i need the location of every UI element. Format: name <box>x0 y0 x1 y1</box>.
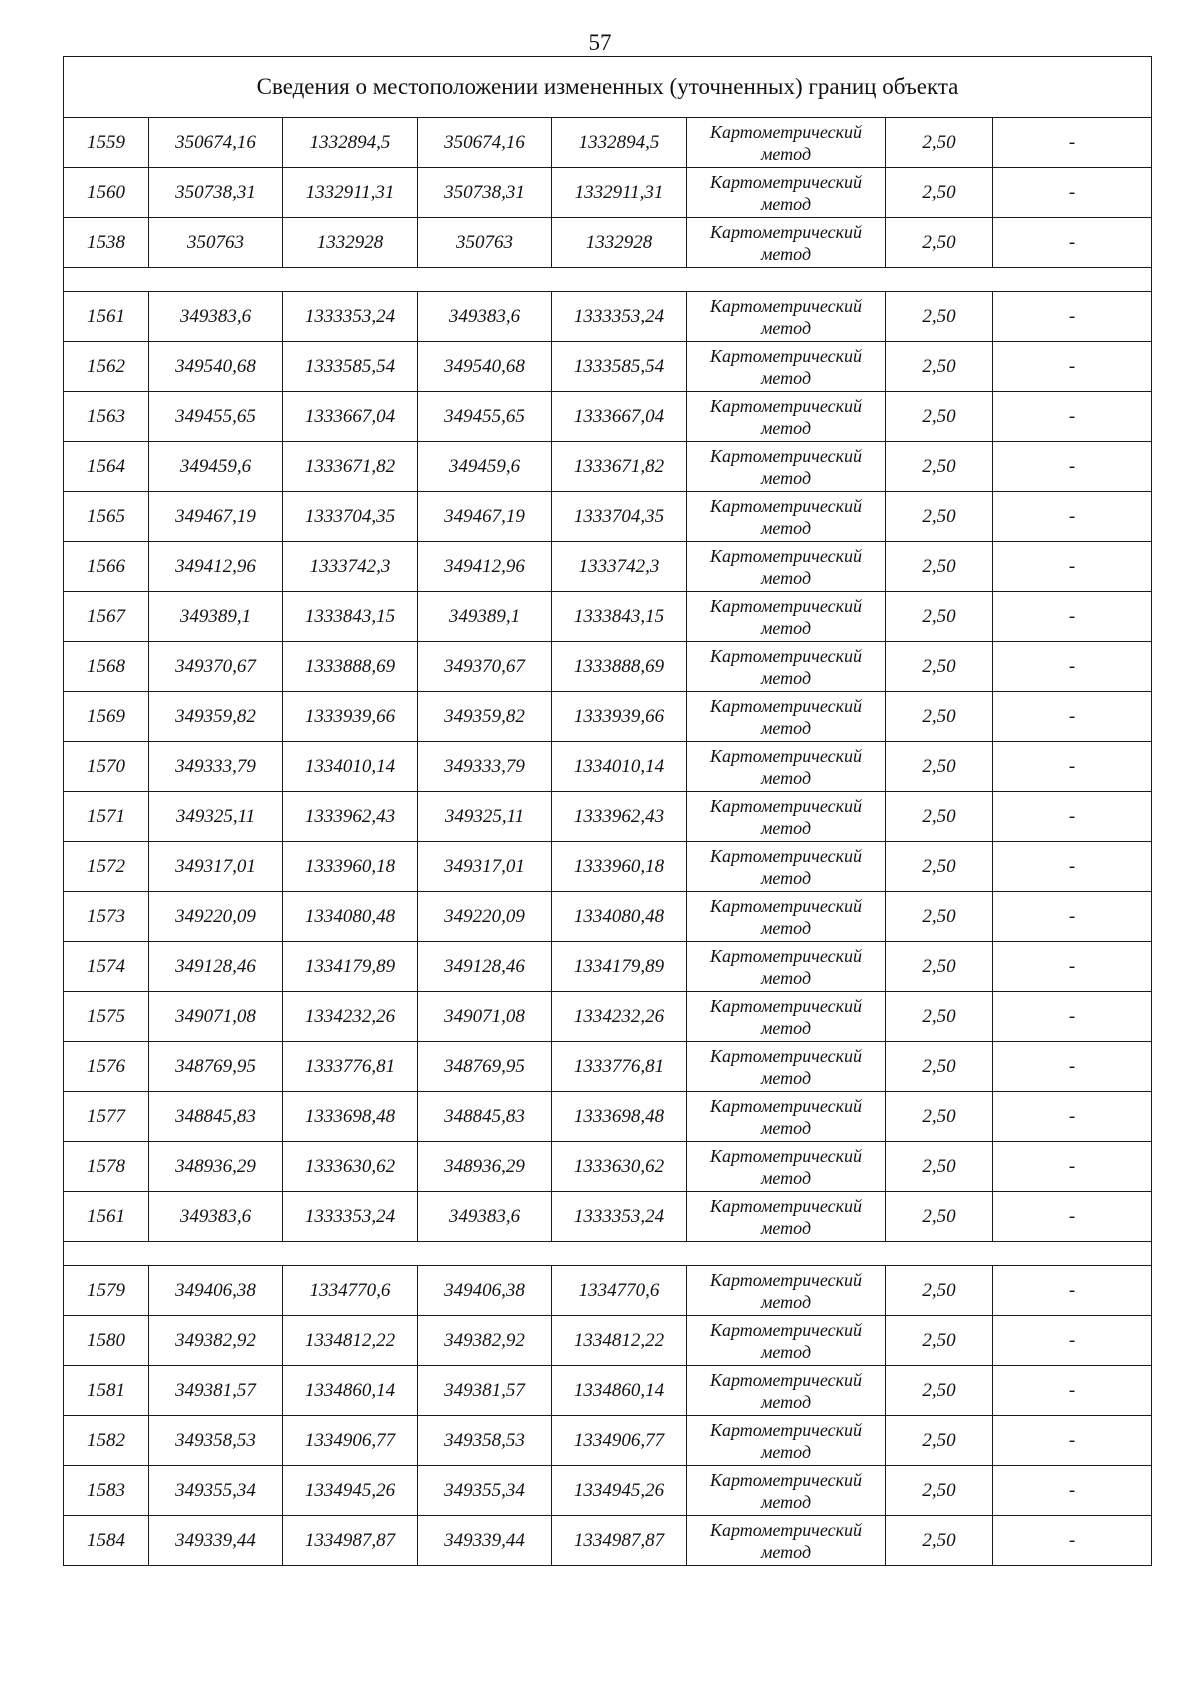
accuracy-cell: 2,50 <box>886 342 993 392</box>
method-cell: Картометрический метод <box>687 542 886 592</box>
y-existing-cell: 1333585,54 <box>283 342 418 392</box>
y-new-cell: 1334987,87 <box>552 1516 687 1566</box>
y-new-cell: 1333585,54 <box>552 342 687 392</box>
point-number-cell: 1582 <box>64 1416 149 1466</box>
x-new-cell: 350738,31 <box>418 168 552 218</box>
accuracy-cell: 2,50 <box>886 1266 993 1316</box>
y-existing-cell: 1333671,82 <box>283 442 418 492</box>
point-number-cell: 1560 <box>64 168 149 218</box>
point-number-cell: 1568 <box>64 642 149 692</box>
x-existing-cell: 350763 <box>149 218 283 268</box>
method-cell: Картометрический метод <box>687 342 886 392</box>
table-row <box>64 492 1152 542</box>
table-title: Сведения о местоположении измененных (уточненных) границ объекта <box>64 57 1152 118</box>
x-new-cell: 349128,46 <box>418 942 552 992</box>
y-new-cell: 1334906,77 <box>552 1416 687 1466</box>
y-existing-cell: 1333939,66 <box>283 692 418 742</box>
point-number-cell: 1566 <box>64 542 149 592</box>
point-number-cell: 1564 <box>64 442 149 492</box>
y-new-cell: 1333960,18 <box>552 842 687 892</box>
method-cell: Картометрический метод <box>687 1466 886 1516</box>
table-row <box>64 592 1152 642</box>
method-cell: Картометрический метод <box>687 942 886 992</box>
table-row <box>64 1192 1152 1242</box>
y-existing-cell: 1332911,31 <box>283 168 418 218</box>
x-existing-cell: 349370,67 <box>149 642 283 692</box>
x-existing-cell: 350674,16 <box>149 118 283 168</box>
note-cell: - <box>993 1516 1152 1566</box>
y-new-cell: 1333353,24 <box>552 292 687 342</box>
y-existing-cell: 1333704,35 <box>283 492 418 542</box>
point-number-cell: 1570 <box>64 742 149 792</box>
y-new-cell: 1333776,81 <box>552 1042 687 1092</box>
x-existing-cell: 349333,79 <box>149 742 283 792</box>
x-new-cell: 349383,6 <box>418 1192 552 1242</box>
accuracy-cell: 2,50 <box>886 992 993 1042</box>
x-new-cell: 349389,1 <box>418 592 552 642</box>
accuracy-cell: 2,50 <box>886 842 993 892</box>
method-cell: Картометрический метод <box>687 442 886 492</box>
x-new-cell: 349382,92 <box>418 1316 552 1366</box>
contour-separator-row <box>64 268 1152 292</box>
x-existing-cell: 349383,6 <box>149 292 283 342</box>
point-number-cell: 1562 <box>64 342 149 392</box>
x-existing-cell: 349359,82 <box>149 692 283 742</box>
table-row <box>64 742 1152 792</box>
note-cell: - <box>993 792 1152 842</box>
table-row <box>64 642 1152 692</box>
x-existing-cell: 349325,11 <box>149 792 283 842</box>
note-cell: - <box>993 442 1152 492</box>
point-number-cell: 1559 <box>64 118 149 168</box>
y-existing-cell: 1333843,15 <box>283 592 418 642</box>
table-row <box>64 1316 1152 1366</box>
note-cell: - <box>993 942 1152 992</box>
y-new-cell: 1333353,24 <box>552 1192 687 1242</box>
note-cell: - <box>993 292 1152 342</box>
y-existing-cell: 1333962,43 <box>283 792 418 842</box>
method-cell: Картометрический метод <box>687 492 886 542</box>
table-title-row <box>64 57 1152 118</box>
method-cell: Картометрический метод <box>687 992 886 1042</box>
y-existing-cell: 1334232,26 <box>283 992 418 1042</box>
x-existing-cell: 348769,95 <box>149 1042 283 1092</box>
table-row <box>64 992 1152 1042</box>
y-new-cell: 1333962,43 <box>552 792 687 842</box>
table-row <box>64 942 1152 992</box>
y-new-cell: 1333939,66 <box>552 692 687 742</box>
separator-cell <box>64 1242 1152 1266</box>
y-new-cell: 1334812,22 <box>552 1316 687 1366</box>
accuracy-cell: 2,50 <box>886 792 993 842</box>
accuracy-cell: 2,50 <box>886 442 993 492</box>
accuracy-cell: 2,50 <box>886 742 993 792</box>
point-number-cell: 1561 <box>64 292 149 342</box>
y-new-cell: 1333698,48 <box>552 1092 687 1142</box>
accuracy-cell: 2,50 <box>886 392 993 442</box>
method-cell: Картометрический метод <box>687 1266 886 1316</box>
table-row <box>64 892 1152 942</box>
y-existing-cell: 1334860,14 <box>283 1366 418 1416</box>
x-new-cell: 349459,6 <box>418 442 552 492</box>
y-existing-cell: 1334770,6 <box>283 1266 418 1316</box>
note-cell: - <box>993 1366 1152 1416</box>
point-number-cell: 1579 <box>64 1266 149 1316</box>
note-cell: - <box>993 492 1152 542</box>
separator-cell <box>64 268 1152 292</box>
method-cell: Картометрический метод <box>687 1192 886 1242</box>
x-existing-cell: 349406,38 <box>149 1266 283 1316</box>
method-cell: Картометрический метод <box>687 1042 886 1092</box>
note-cell: - <box>993 1266 1152 1316</box>
method-cell: Картометрический метод <box>687 1516 886 1566</box>
x-new-cell: 349220,09 <box>418 892 552 942</box>
method-cell: Картометрический метод <box>687 592 886 642</box>
point-number-cell: 1563 <box>64 392 149 442</box>
table-row <box>64 168 1152 218</box>
point-number-cell: 1575 <box>64 992 149 1042</box>
x-existing-cell: 349455,65 <box>149 392 283 442</box>
point-number-cell: 1574 <box>64 942 149 992</box>
x-new-cell: 349381,57 <box>418 1366 552 1416</box>
point-number-cell: 1578 <box>64 1142 149 1192</box>
note-cell: - <box>993 1466 1152 1516</box>
table-row <box>64 1266 1152 1316</box>
y-existing-cell: 1334010,14 <box>283 742 418 792</box>
table-row <box>64 1042 1152 1092</box>
accuracy-cell: 2,50 <box>886 218 993 268</box>
y-new-cell: 1333704,35 <box>552 492 687 542</box>
table-body <box>64 57 1152 1566</box>
x-new-cell: 349359,82 <box>418 692 552 742</box>
y-new-cell: 1334179,89 <box>552 942 687 992</box>
note-cell: - <box>993 642 1152 692</box>
table-row <box>64 792 1152 842</box>
y-existing-cell: 1334906,77 <box>283 1416 418 1466</box>
x-new-cell: 348936,29 <box>418 1142 552 1192</box>
y-existing-cell: 1333776,81 <box>283 1042 418 1092</box>
x-existing-cell: 349389,1 <box>149 592 283 642</box>
x-existing-cell: 349412,96 <box>149 542 283 592</box>
x-new-cell: 349339,44 <box>418 1516 552 1566</box>
method-cell: Картометрический метод <box>687 742 886 792</box>
note-cell: - <box>993 1416 1152 1466</box>
boundary-coordinates-table <box>63 56 1152 1566</box>
x-new-cell: 349355,34 <box>418 1466 552 1516</box>
x-new-cell: 350674,16 <box>418 118 552 168</box>
table-row <box>64 692 1152 742</box>
point-number-cell: 1571 <box>64 792 149 842</box>
y-new-cell: 1334770,6 <box>552 1266 687 1316</box>
point-number-cell: 1584 <box>64 1516 149 1566</box>
note-cell: - <box>993 392 1152 442</box>
accuracy-cell: 2,50 <box>886 1092 993 1142</box>
x-new-cell: 349412,96 <box>418 542 552 592</box>
method-cell: Картометрический метод <box>687 692 886 742</box>
note-cell: - <box>993 168 1152 218</box>
x-existing-cell: 349358,53 <box>149 1416 283 1466</box>
y-new-cell: 1333671,82 <box>552 442 687 492</box>
note-cell: - <box>993 342 1152 392</box>
y-new-cell: 1333630,62 <box>552 1142 687 1192</box>
y-new-cell: 1332894,5 <box>552 118 687 168</box>
accuracy-cell: 2,50 <box>886 942 993 992</box>
y-new-cell: 1334232,26 <box>552 992 687 1042</box>
method-cell: Картометрический метод <box>687 892 886 942</box>
x-existing-cell: 349220,09 <box>149 892 283 942</box>
note-cell: - <box>993 892 1152 942</box>
accuracy-cell: 2,50 <box>886 1466 993 1516</box>
y-existing-cell: 1333698,48 <box>283 1092 418 1142</box>
x-new-cell: 349467,19 <box>418 492 552 542</box>
accuracy-cell: 2,50 <box>886 642 993 692</box>
accuracy-cell: 2,50 <box>886 1516 993 1566</box>
point-number-cell: 1565 <box>64 492 149 542</box>
accuracy-cell: 2,50 <box>886 1192 993 1242</box>
y-new-cell: 1334010,14 <box>552 742 687 792</box>
x-existing-cell: 349355,34 <box>149 1466 283 1516</box>
y-new-cell: 1334860,14 <box>552 1366 687 1416</box>
x-new-cell: 349333,79 <box>418 742 552 792</box>
y-new-cell: 1334080,48 <box>552 892 687 942</box>
y-new-cell: 1333843,15 <box>552 592 687 642</box>
method-cell: Картометрический метод <box>687 1092 886 1142</box>
note-cell: - <box>993 842 1152 892</box>
note-cell: - <box>993 1092 1152 1142</box>
x-existing-cell: 349128,46 <box>149 942 283 992</box>
y-new-cell: 1334945,26 <box>552 1466 687 1516</box>
table-row <box>64 342 1152 392</box>
method-cell: Картометрический метод <box>687 842 886 892</box>
point-number-cell: 1561 <box>64 1192 149 1242</box>
point-number-cell: 1572 <box>64 842 149 892</box>
x-existing-cell: 349339,44 <box>149 1516 283 1566</box>
y-existing-cell: 1333667,04 <box>283 392 418 442</box>
note-cell: - <box>993 742 1152 792</box>
accuracy-cell: 2,50 <box>886 1416 993 1466</box>
x-new-cell: 349406,38 <box>418 1266 552 1316</box>
y-new-cell: 1333667,04 <box>552 392 687 442</box>
point-number-cell: 1567 <box>64 592 149 642</box>
y-new-cell: 1333742,3 <box>552 542 687 592</box>
x-new-cell: 349383,6 <box>418 292 552 342</box>
table-row <box>64 1416 1152 1466</box>
accuracy-cell: 2,50 <box>886 542 993 592</box>
x-existing-cell: 349381,57 <box>149 1366 283 1416</box>
y-existing-cell: 1334080,48 <box>283 892 418 942</box>
note-cell: - <box>993 542 1152 592</box>
table-row <box>64 542 1152 592</box>
method-cell: Картометрический метод <box>687 642 886 692</box>
table-row <box>64 1366 1152 1416</box>
y-existing-cell: 1334945,26 <box>283 1466 418 1516</box>
y-existing-cell: 1333742,3 <box>283 542 418 592</box>
x-new-cell: 348845,83 <box>418 1092 552 1142</box>
accuracy-cell: 2,50 <box>886 168 993 218</box>
y-existing-cell: 1332928 <box>283 218 418 268</box>
table-row <box>64 1092 1152 1142</box>
table-row <box>64 1516 1152 1566</box>
accuracy-cell: 2,50 <box>886 492 993 542</box>
method-cell: Картометрический метод <box>687 1142 886 1192</box>
x-new-cell: 349317,01 <box>418 842 552 892</box>
point-number-cell: 1583 <box>64 1466 149 1516</box>
accuracy-cell: 2,50 <box>886 118 993 168</box>
x-new-cell: 349455,65 <box>418 392 552 442</box>
table-row <box>64 1142 1152 1192</box>
point-number-cell: 1581 <box>64 1366 149 1416</box>
x-existing-cell: 349317,01 <box>149 842 283 892</box>
x-existing-cell: 349071,08 <box>149 992 283 1042</box>
method-cell: Картометрический метод <box>687 392 886 442</box>
accuracy-cell: 2,50 <box>886 292 993 342</box>
accuracy-cell: 2,50 <box>886 692 993 742</box>
y-existing-cell: 1333960,18 <box>283 842 418 892</box>
y-existing-cell: 1333353,24 <box>283 292 418 342</box>
accuracy-cell: 2,50 <box>886 1042 993 1092</box>
note-cell: - <box>993 692 1152 742</box>
point-number-cell: 1580 <box>64 1316 149 1366</box>
note-cell: - <box>993 1192 1152 1242</box>
y-existing-cell: 1334179,89 <box>283 942 418 992</box>
x-existing-cell: 350738,31 <box>149 168 283 218</box>
note-cell: - <box>993 118 1152 168</box>
point-number-cell: 1576 <box>64 1042 149 1092</box>
y-existing-cell: 1333888,69 <box>283 642 418 692</box>
x-new-cell: 349358,53 <box>418 1416 552 1466</box>
method-cell: Картометрический метод <box>687 1316 886 1366</box>
table-row <box>64 218 1152 268</box>
x-existing-cell: 348845,83 <box>149 1092 283 1142</box>
method-cell: Картометрический метод <box>687 292 886 342</box>
note-cell: - <box>993 1042 1152 1092</box>
y-existing-cell: 1333353,24 <box>283 1192 418 1242</box>
x-new-cell: 349325,11 <box>418 792 552 842</box>
point-number-cell: 1577 <box>64 1092 149 1142</box>
x-existing-cell: 349540,68 <box>149 342 283 392</box>
table-row <box>64 842 1152 892</box>
table-row <box>64 118 1152 168</box>
table-row <box>64 292 1152 342</box>
point-number-cell: 1569 <box>64 692 149 742</box>
x-existing-cell: 349467,19 <box>149 492 283 542</box>
x-existing-cell: 348936,29 <box>149 1142 283 1192</box>
y-new-cell: 1332911,31 <box>552 168 687 218</box>
x-new-cell: 349540,68 <box>418 342 552 392</box>
point-number-cell: 1573 <box>64 892 149 942</box>
accuracy-cell: 2,50 <box>886 592 993 642</box>
note-cell: - <box>993 1316 1152 1366</box>
note-cell: - <box>993 992 1152 1042</box>
accuracy-cell: 2,50 <box>886 1366 993 1416</box>
y-new-cell: 1332928 <box>552 218 687 268</box>
table-row <box>64 442 1152 492</box>
accuracy-cell: 2,50 <box>886 892 993 942</box>
note-cell: - <box>993 218 1152 268</box>
note-cell: - <box>993 592 1152 642</box>
method-cell: Картометрический метод <box>687 218 886 268</box>
x-new-cell: 348769,95 <box>418 1042 552 1092</box>
method-cell: Картометрический метод <box>687 118 886 168</box>
x-existing-cell: 349459,6 <box>149 442 283 492</box>
point-number-cell: 1538 <box>64 218 149 268</box>
x-new-cell: 349370,67 <box>418 642 552 692</box>
method-cell: Картометрический метод <box>687 1416 886 1466</box>
accuracy-cell: 2,50 <box>886 1316 993 1366</box>
note-cell: - <box>993 1142 1152 1192</box>
x-new-cell: 349071,08 <box>418 992 552 1042</box>
y-existing-cell: 1334812,22 <box>283 1316 418 1366</box>
x-existing-cell: 349382,92 <box>149 1316 283 1366</box>
table-row <box>64 392 1152 442</box>
y-existing-cell: 1334987,87 <box>283 1516 418 1566</box>
x-new-cell: 350763 <box>418 218 552 268</box>
page-number: 57 <box>588 30 612 55</box>
x-existing-cell: 349383,6 <box>149 1192 283 1242</box>
method-cell: Картометрический метод <box>687 168 886 218</box>
contour-separator-row <box>64 1242 1152 1266</box>
y-existing-cell: 1332894,5 <box>283 118 418 168</box>
accuracy-cell: 2,50 <box>886 1142 993 1192</box>
method-cell: Картометрический метод <box>687 792 886 842</box>
method-cell: Картометрический метод <box>687 1366 886 1416</box>
y-existing-cell: 1333630,62 <box>283 1142 418 1192</box>
y-new-cell: 1333888,69 <box>552 642 687 692</box>
table-row <box>64 1466 1152 1516</box>
